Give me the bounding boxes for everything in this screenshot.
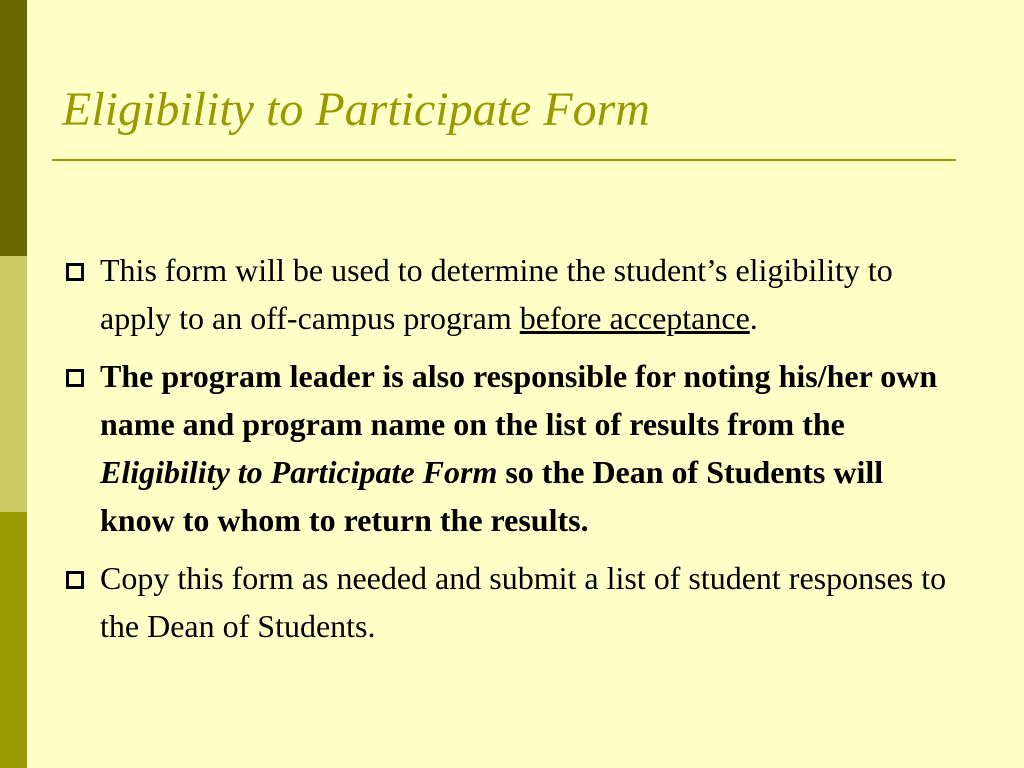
hollow-square-bullet-icon <box>66 571 84 589</box>
bullet-item-3 <box>62 554 962 650</box>
bullet-item-2 <box>62 352 962 544</box>
bullet-2-text: The program leader is also responsible for noting his/her own name and program name on the list of results from the <box>100 358 938 442</box>
side-bar-light <box>0 256 27 512</box>
bullet-item-1 <box>62 246 962 342</box>
bullet-2-text-end: so the Dean of Students will know to whom to return the results. <box>100 454 884 538</box>
bullet-2-italic-text: Eligibility to Participate Form <box>100 454 498 490</box>
bullet-1-underlined-text: before acceptance <box>519 300 750 336</box>
title-divider <box>52 159 956 161</box>
bullet-list <box>62 246 962 660</box>
slide-title: Eligibility to Participate Form <box>62 83 650 136</box>
bullet-1-text-end: . <box>749 300 758 336</box>
bullet-3-text: Copy this form as needed and submit a list of student responses to the Dean of Students. <box>100 560 947 644</box>
hollow-square-bullet-icon <box>66 263 84 281</box>
side-bar-dark <box>0 0 27 256</box>
bullet-1-text: This form will be used to determine the student’s eligibility to apply to an off-campus program <box>100 252 893 336</box>
side-bar-mid <box>0 512 27 768</box>
hollow-square-bullet-icon <box>66 369 84 387</box>
